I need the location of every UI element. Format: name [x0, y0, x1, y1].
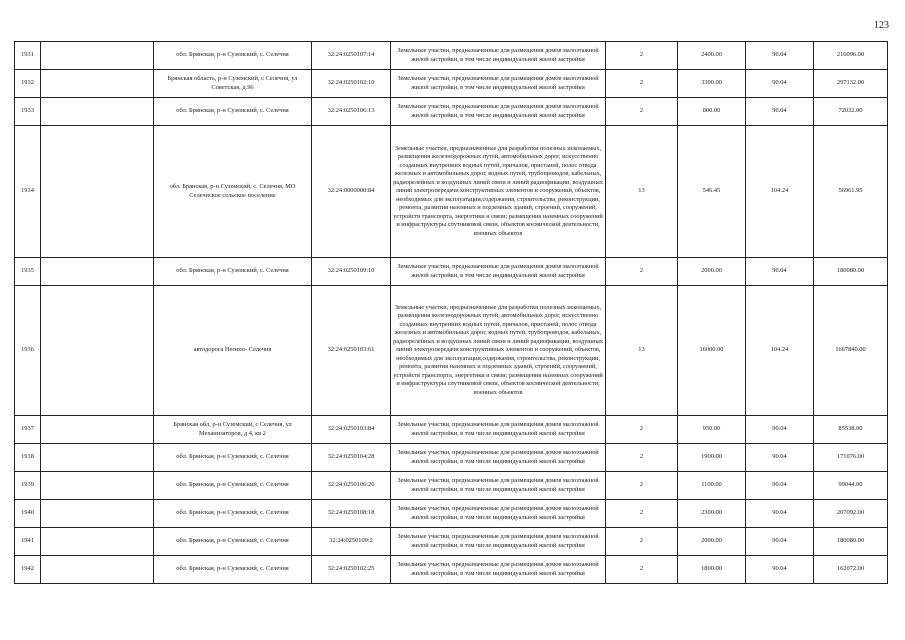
group-number-cell: 2 [606, 416, 678, 444]
rate-cell: 104.24 [746, 286, 814, 416]
cadastral-number-cell: 32:24:0250103:84 [312, 416, 391, 444]
area-cell: 1100.00 [678, 472, 746, 500]
total-value-cell: 207092.00 [814, 500, 888, 528]
cadastral-number-cell: 32:24:0250103:61 [312, 286, 391, 416]
blank-cell [41, 42, 154, 70]
land-use-cell: Земельные участки, предназначенные для размещения домов малоэтажной жилой застройки, в том числе индивидуальной жилой застройки [391, 528, 606, 556]
cadastral-number-cell: 32:24:0250107:14 [312, 42, 391, 70]
total-value-cell: 72032.00 [814, 98, 888, 126]
group-number-cell: 2 [606, 472, 678, 500]
rate-cell: 90.04 [746, 258, 814, 286]
land-use-cell: Земельные участки, предназначенные для размещения домов малоэтажной жилой застройки, в том числе индивидуальной жилой застройки [391, 258, 606, 286]
land-use-cell: Земельные участки, предназначенные для разработки полезных ископаемых, размещения железнодорожных путей, автомобильных дорог, искусственно созданных внутренних водных путей, причалов, пристаней, полос отвода железных и автомобильных дорог, водных путей, трубопроводов, кабельных, радиорелейных и воздушных линий связи и линий радиофикации, воздушных линий электропередачи конструктивных элементов и сооружений, объектов, необходимых для эксплуатации,содержания, строительства, реконструкции, ремонта, развития наземных и подземных зданий, строений, сооружений, устройств транспорта, энергетики и связи; размещения наземных сооружений и инфраструктуры спутниковой связи, объектов космической деятельности, военных объектов [391, 126, 606, 258]
group-number-cell: 13 [606, 286, 678, 416]
cadastral-number-cell: 32:24:0250109:10 [312, 258, 391, 286]
address-cell: обл. Брянская, р-н Суземский, с. Селечня [154, 528, 312, 556]
table-row [15, 286, 888, 416]
table-row [15, 444, 888, 472]
total-value-cell: 85538.00 [814, 416, 888, 444]
table-row [15, 472, 888, 500]
cadastral-number-cell: 32:24:0250106:26 [312, 472, 391, 500]
land-use-cell: Земельные участки, предназначенные для размещения домов малоэтажной жилой застройки, в том числе индивидуальной жилой застройки [391, 500, 606, 528]
rate-cell: 90.04 [746, 70, 814, 98]
table-row [15, 258, 888, 286]
address-cell: автодорога Негино- Селечня [154, 286, 312, 416]
group-number-cell: 13 [606, 126, 678, 258]
table-row [15, 500, 888, 528]
table-row [15, 416, 888, 444]
blank-cell [41, 528, 154, 556]
group-number-cell: 2 [606, 444, 678, 472]
rate-cell: 90.04 [746, 556, 814, 584]
rate-cell: 104.24 [746, 126, 814, 258]
table-row [15, 528, 888, 556]
cadastral-number-cell: 32:24:0000000:84 [312, 126, 391, 258]
blank-cell [41, 472, 154, 500]
address-cell: обл. Брянская, р-н Суземский, с. Селечня [154, 472, 312, 500]
land-use-cell: Земельные участки, предназначенные для размещения домов малоэтажной жилой застройки, в том числе индивидуальной жилой застройки [391, 556, 606, 584]
rate-cell: 90.04 [746, 98, 814, 126]
group-number-cell: 2 [606, 500, 678, 528]
row-number: 1935 [15, 258, 41, 286]
table-row [15, 42, 888, 70]
blank-cell [41, 444, 154, 472]
total-value-cell: 1667840.00 [814, 286, 888, 416]
total-value-cell: 162072.00 [814, 556, 888, 584]
total-value-cell: 171076.00 [814, 444, 888, 472]
area-cell: 2000.00 [678, 258, 746, 286]
rate-cell: 90.04 [746, 444, 814, 472]
row-number: 1942 [15, 556, 41, 584]
rate-cell: 90.04 [746, 416, 814, 444]
area-cell: 2300.00 [678, 500, 746, 528]
row-number: 1933 [15, 98, 41, 126]
land-use-cell: Земельные участки, предназначенные для размещения домов малоэтажной жилой застройки, в том числе индивидуальной жилой застройки [391, 416, 606, 444]
blank-cell [41, 258, 154, 286]
rate-cell: 90.04 [746, 528, 814, 556]
row-number: 1931 [15, 42, 41, 70]
address-cell: Брянская область, р-н Суземский, с Селечня, ул Советская, д.96 [154, 70, 312, 98]
land-use-cell: Земельные участки, предназначенные для размещения домов малоэтажной жилой застройки, в том числе индивидуальной жилой застройки [391, 42, 606, 70]
address-cell: Брянская обл, р-н Суземский, с Селечня, ул Механизаторов, д 4, кв 2 [154, 416, 312, 444]
row-number: 1941 [15, 528, 41, 556]
address-cell: обл. Брянская, р-н Суземский, с. Селечня [154, 444, 312, 472]
address-cell: обл. Брянская, р-н Суземский, с. Селечня [154, 500, 312, 528]
land-use-cell: Земельные участки, предназначенные для размещения домов малоэтажной жилой застройки, в том числе индивидуальной жилой застройки [391, 472, 606, 500]
area-cell: 800.00 [678, 98, 746, 126]
rate-cell: 90.04 [746, 42, 814, 70]
cadastral-number-cell: 32:24:0250104:28 [312, 444, 391, 472]
area-cell: 546.45 [678, 126, 746, 258]
total-value-cell: 297132.00 [814, 70, 888, 98]
area-cell: 1900.00 [678, 444, 746, 472]
cadastral-number-cell: 32:24:0250109:2 [312, 528, 391, 556]
land-use-cell: Земельные участки, предназначенные для размещения домов малоэтажной жилой застройки, в том числе индивидуальной жилой застройки [391, 444, 606, 472]
blank-cell [41, 286, 154, 416]
address-cell: обл. Брянская, р-н Суземский, с. Селечня [154, 556, 312, 584]
rate-cell: 90.04 [746, 472, 814, 500]
land-use-cell: Земельные участки, предназначенные для размещения домов малоэтажной жилой застройки, в том числе индивидуальной жилой застройки [391, 98, 606, 126]
address-cell: обл. Брянская, р-н Суземский, с. Селечня [154, 98, 312, 126]
total-value-cell: 180080.00 [814, 528, 888, 556]
table-row [15, 556, 888, 584]
group-number-cell: 2 [606, 258, 678, 286]
cadastral-number-cell: 32:24:0250108:18 [312, 500, 391, 528]
table-row [15, 98, 888, 126]
land-registry-table [14, 41, 888, 584]
cadastral-number-cell: 32:24:0250102:10 [312, 70, 391, 98]
area-cell: 2000.00 [678, 528, 746, 556]
group-number-cell: 2 [606, 42, 678, 70]
cadastral-number-cell: 32:24:0250106:13 [312, 98, 391, 126]
area-cell: 950.00 [678, 416, 746, 444]
row-number: 1938 [15, 444, 41, 472]
address-cell: обл. Брянская, р-н Суземский, с. Селечня [154, 42, 312, 70]
blank-cell [41, 98, 154, 126]
blank-cell [41, 126, 154, 258]
land-use-cell: Земельные участки, предназначенные для размещения домов малоэтажной жилой застройки, в том числе индивидуальной жилой застройки [391, 70, 606, 98]
row-number: 1932 [15, 70, 41, 98]
group-number-cell: 2 [606, 70, 678, 98]
row-number: 1936 [15, 286, 41, 416]
total-value-cell: 216096.00 [814, 42, 888, 70]
row-number: 1934 [15, 126, 41, 258]
address-cell: обл. Брянская, р-н Суземский, с. Селечня, МО Селечнское сельское поселение [154, 126, 312, 258]
blank-cell [41, 416, 154, 444]
blank-cell [41, 70, 154, 98]
blank-cell [41, 556, 154, 584]
total-value-cell: 99044.00 [814, 472, 888, 500]
group-number-cell: 2 [606, 98, 678, 126]
group-number-cell: 2 [606, 556, 678, 584]
row-number: 1939 [15, 472, 41, 500]
total-value-cell: 56961.95 [814, 126, 888, 258]
address-cell: обл. Брянская, р-н Суземский, с. Селечня [154, 258, 312, 286]
area-cell: 2400.00 [678, 42, 746, 70]
row-number: 1937 [15, 416, 41, 444]
row-number: 1940 [15, 500, 41, 528]
area-cell: 3300.00 [678, 70, 746, 98]
land-use-cell: Земельные участки, предназначенные для разработки полезных ископаемых, размещения железнодорожных путей, автомобильных дорог, искусственно созданных внутренних водных путей, причалов, пристаней, полос отвода железных и автомобильных дорог, водных путей, трубопроводов, кабельных, радиорелейных и воздушных линий связи и линий радиофикации, воздушных линий электропередачи конструктивных элементов и сооружений, объектов, необходимых для эксплуатации,содержания, строительства, реконструкции, ремонта, развития наземных и подземных зданий, строений, сооружений, устройств транспорта, энергетики и связи; размещения наземных сооружений и инфраструктуры спутниковой связи, объектов космической деятельности, военных объектов [391, 286, 606, 416]
area-cell: 1800.00 [678, 556, 746, 584]
cadastral-number-cell: 32:24:0250102:25 [312, 556, 391, 584]
area-cell: 16000.00 [678, 286, 746, 416]
total-value-cell: 180080.00 [814, 258, 888, 286]
rate-cell: 90.04 [746, 500, 814, 528]
group-number-cell: 2 [606, 528, 678, 556]
blank-cell [41, 500, 154, 528]
page-number: 123 [874, 20, 889, 31]
table-row [15, 70, 888, 98]
table-row [15, 126, 888, 258]
